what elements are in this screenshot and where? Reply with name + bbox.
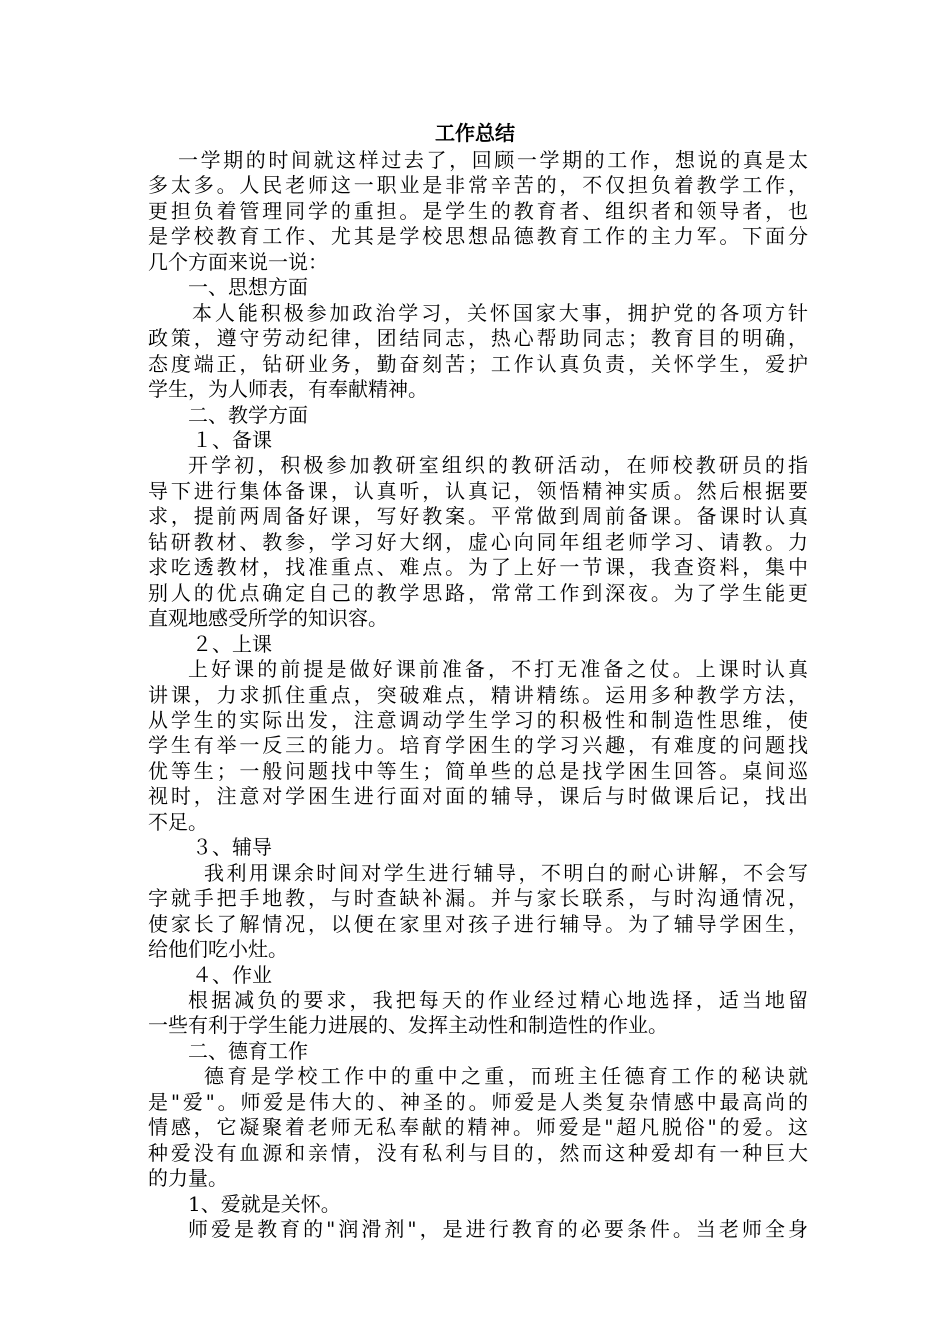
paragraph-line: 一些有利于学生能力进展的、发挥主动性和制造性的作业。 [148, 1013, 668, 1038]
document-body [148, 148, 808, 1242]
paragraph-line: 直观地感受所学的知识容。 [148, 606, 388, 631]
paragraph-line: 多太多。人民老师这一职业是非常辛苦的，不仅担负着教学工作， [148, 173, 808, 198]
subsection-heading-tutoring: ３、辅导 [192, 835, 272, 860]
paragraph-line: 给他们吃小灶。 [148, 937, 288, 962]
paragraph-line: 一学期的时间就这样过去了，回顾一学期的工作，想说的真是太 [178, 148, 808, 172]
paragraph-line: 学生有举一反三的能力。培育学困生的学习兴趣，有难度的问题找 [148, 733, 808, 758]
paragraph-line: 使家长了解情况，以便在家里对孩子进行辅导。为了辅导学困生， [148, 911, 808, 936]
paragraph-line: 政策，遵守劳动纪律，团结同志，热心帮助同志；教育目的明确， [148, 326, 808, 351]
paragraph-line: 字就手把手地教，与时查缺补漏。并与家长联系，与时沟通情况， [148, 886, 808, 911]
paragraph-line: 是"爱"。师爱是伟大的、神圣的。师爱是人类复杂情感中最高尚的 [148, 1089, 808, 1114]
section-heading-thought: 一、思想方面 [188, 275, 308, 300]
paragraph-line: 优等生；一般问题找中等生；简单些的总是找学困生回答。桌间巡 [148, 758, 808, 783]
paragraph-line: 是学校教育工作、尤其是学校思想品德教育工作的主力军。下面分 [148, 224, 808, 249]
subsection-heading-love-care: 1、爱就是关怀。 [188, 1191, 341, 1216]
section-heading-moral: 二、德育工作 [188, 1038, 308, 1063]
paragraph-line: 讲课，力求抓住重点，突破难点，精讲精练。运用多种教学方法， [148, 682, 808, 707]
paragraph-line: 别人的优点确定自己的教学思路，常常工作到深夜。为了学生能更 [148, 580, 808, 605]
paragraph-line: 开学初，积极参加教研室组织的教研活动，在师校教研员的指 [188, 453, 808, 478]
subsection-heading-homework: ４、作业 [192, 962, 272, 987]
paragraph-line: 根据减负的要求，我把每天的作业经过精心地选择，适当地留 [188, 987, 808, 1012]
paragraph-line: 学生，为人师表，有奉献精神。 [148, 377, 428, 402]
section-heading-teaching: 二、教学方面 [188, 402, 308, 427]
paragraph-line: 的力量。 [148, 1166, 228, 1191]
paragraph-line: 从学生的实际出发，注意调动学生学习的积极性和制造性思维，使 [148, 707, 808, 732]
subsection-heading-class: ２、上课 [192, 631, 272, 656]
paragraph-line: 不足。 [148, 809, 208, 834]
paragraph-line: 更担负着管理同学的重担。是学生的教育者、组织者和领导者，也 [148, 198, 808, 223]
paragraph-line: 上好课的前提是做好课前准备，不打无准备之仗。上课时认真 [188, 657, 808, 682]
paragraph-line: 态度端正，钻研业务，勤奋刻苦；工作认真负责，关怀学生，爱护 [148, 351, 808, 376]
paragraph-line: 德育是学校工作中的重中之重，而班主任德育工作的秘诀就 [204, 1064, 808, 1089]
paragraph-line: 我利用课余时间对学生进行辅导，不明白的耐心讲解，不会写 [204, 860, 808, 885]
paragraph-line: 求，提前两周备好课，写好教案。平常做到周前备课。备课时认真 [148, 504, 808, 529]
paragraph-line: 情感，它凝聚着老师无私奉献的精神。师爱是"超凡脱俗"的爱。这 [148, 1115, 808, 1140]
paragraph-line: 钻研教材、教参，学习好大纲，虚心向同年组老师学习、请教。力 [148, 529, 808, 554]
paragraph-line: 几个方面来说一说： [148, 249, 328, 274]
subsection-heading-lesson-prep: １、备课 [192, 427, 272, 452]
paragraph-line: 本人能积极参加政治学习，关怀国家大事，拥护党的各项方针 [192, 300, 808, 325]
document-title: 工作总结 [435, 121, 515, 145]
paragraph-line: 视时，注意对学困生进行面对面的辅导，课后与时做课后记，找出 [148, 784, 808, 809]
paragraph-line: 师爱是教育的"润滑剂"，是进行教育的必要条件。当老师全身 [188, 1217, 808, 1242]
paragraph-line: 求吃透教材，找准重点、难点。为了上好一节课，我查资料，集中 [148, 555, 808, 580]
paragraph-line: 导下进行集体备课，认真听，认真记，领悟精神实质。然后根据要 [148, 478, 808, 503]
paragraph-line: 种爱没有血源和亲情，没有私利与目的，然而这种爱却有一种巨大 [148, 1140, 808, 1165]
